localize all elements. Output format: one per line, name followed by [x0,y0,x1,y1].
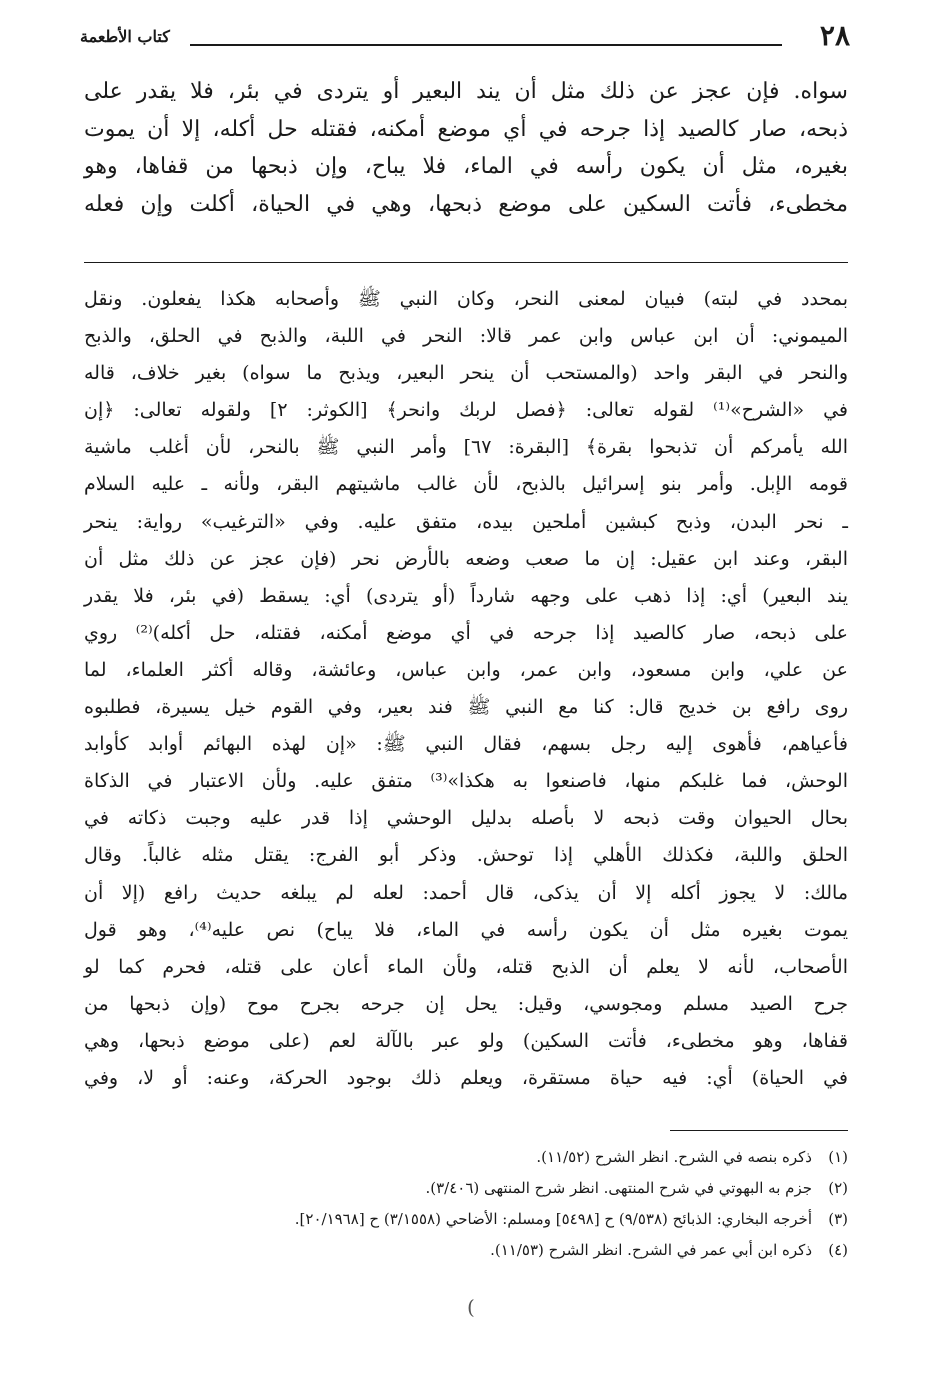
matn-text [84,73,848,223]
footnotes [84,1142,848,1266]
matn-line: بغيره، مثل أن يكون رأسه في الماء، فلا يباح، وإن ذبحها من قفاها، وهو [84,154,848,179]
sharh-line: عن علي، وابن مسعود، وابن عمر، وابن عباس، وعائشة، وقاله أكثر العلماء، لما [84,658,848,681]
sharh-line: قفاها، وهو مخطىء، فأتت السكين) ولو عبر بالآلة لعم (على موضع ذبحها، وهي [84,1029,848,1052]
footnote [84,1235,848,1266]
header-rule [190,44,782,46]
sharh-line: الميموني: أن ابن عباس وابن عمر قالا: النحر في اللبة، والذبح في الحلق، والذبح [84,325,848,348]
footnote [84,1173,848,1204]
matn-line: ذبحه، صار كالصيد إذا جرحه في أي موضع أمكنه، فقتله حل أكله، إلا أن يموت [84,116,848,142]
footnote [84,1204,848,1235]
footnote-number: (٤) [828,1241,848,1259]
sharh-line: في الحياة) أي: فيه حياة مستقرة، ويعلم ذلك بوجود الحركة، وعنه: أو لا، وفي [84,1066,848,1089]
sharh-text [84,281,848,1097]
sharh-line: ـ نحر البدن، وذبح كبشين أملحين بيده، متفق عليه. وفي «الترغيب» رواية: ينحر [84,510,848,533]
sharh-line: في «الشرح»⁽¹⁾ لقوله تعالى: ﴿فصل لربك وانحر﴾ [الكوثر: ٢] ولقوله تعالى: ﴿إن [84,399,848,422]
footnote-text: أخرجه البخاري: الذبائح (٩/٥٣٨) ح [٥٤٩٨] ومسلم: الأضاحي (٣/١٥٥٨) ح [٢٠/١٩٦٨]. [294,1210,812,1228]
footnote-text: ذكره بنصه في الشرح. انظر الشرح (١١/٥٢). [536,1148,812,1166]
sharh-line: جرح الصيد مسلم ومجوسي، وقيل: يحل إن جرحه بجرح موح (وإن ذبحها من [84,992,848,1015]
sharh-line: والنحر في البقر واحد (والمستحب أن ينحر البعير، ويذبح ما سواه) بغير خلاف، قاله [84,362,848,385]
sharh-line: روى رافع بن خديج قال: كنا مع النبي ﷺ فند بعير، وفي القوم خيل يسيرة، فطلبوه [84,696,848,719]
footnote-number: (٣) [828,1210,848,1228]
footnote-text: ذكره ابن أبي عمر في الشرح. انظر الشرح (١١/٥٣). [490,1241,812,1259]
sharh-line: يند البعير) أي: إذا ذهب على وجهه شارداً (أو يتردى) أي: يسقط (في بئر، فلا يقدر [84,584,848,607]
matn-sharh-divider [84,262,848,263]
page-mark: ( [467,1295,475,1319]
sharh-line: الله يأمركم أن تذبحوا بقرة﴾ [البقرة: ٦٧] وأمر النبي ﷺ بالنحر، لأن أغلب ماشية [84,436,848,459]
sharh-line: الأصحاب، لأنه لا يعلم أن الذبح قتله، ولأن الماء أعان على قتله، فحرم كما لو [84,955,848,978]
sharh-line: الحلق واللبة، فكذلك الأهلي إذا توحش. وذكر أبو الفرج: يقتل مثله غالباً. وقال [84,844,848,867]
matn-line: سواه. فإن عجز عن ذلك مثل أن يند البعير أو يتردى في بئر، فلا يقدر على [84,79,848,104]
footnote-text: جزم به البهوتي في شرح المنتهى. انظر شرح المنتهى (٣/٤٠٦). [425,1179,812,1197]
footnote-number: (٢) [828,1179,848,1197]
matn-line: مخطىء، فأتت السكين على موضع ذبحها، وهي في الحياة، أكلت وإن فعله [84,191,848,217]
sharh-line: فأعياهم، فأهوى إليه رجل بسهم، فقال النبي ﷺ: «إن لهذه البهائم أوابد كأوابد [84,733,848,756]
footnote-divider [670,1130,848,1131]
sharh-line: قومه الإبل. وأمر بنو إسرائيل بالذبح، لأن غالب ماشيتهم البقر، ولأنه ـ عليه السلام [84,473,848,496]
sharh-line: على ذبحه، صار كالصيد إذا جرحه في أي موضع أمكنه، فقتله، حل أكله)⁽²⁾ روي [84,621,848,644]
page-number: ٢٨ [819,19,850,52]
sharh-line: بمحدد في لبته) فبيان لمعنى النحر، وكان النبي ﷺ وأصحابه هكذا يفعلون. ونقل [84,288,848,310]
footnote [84,1142,848,1173]
sharh-line: البقر، وعند ابن عقيل: إن ما صعب وضعه بالأرض نحر (فإن عجز عن ذلك مثل أن [84,547,848,570]
footnote-number: (١) [828,1148,848,1166]
sharh-line: مالك: لا يجوز أكله إلا أن يذكى، قال أحمد: لعله لم يبلغه حديث رافع (إلا أن [84,881,848,904]
sharh-line: يموت بغيره مثل أن يكون رأسه في الماء، فلا يباح) نص عليه⁽⁴⁾، وهو قول [84,918,848,941]
page-header [80,16,850,56]
running-title: كتاب الأطعمة [80,27,170,46]
sharh-line: الوحش، فما غلبكم منها، فاصنعوا به هكذا»⁽³⁾ متفق عليه. ولأن الاعتبار في الذكاة [84,770,848,793]
sharh-line: بحال الحيوان وقت ذبحه لا بأصله بدليل الوحشي إذا قدر عليه وجبت ذكاته في [84,807,848,830]
